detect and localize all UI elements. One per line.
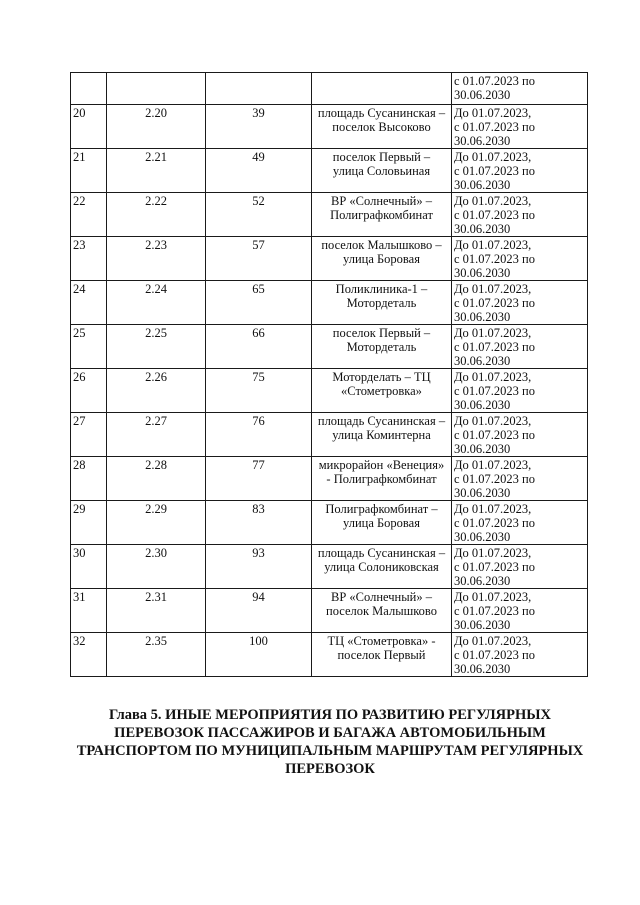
cell-validity: [452, 237, 588, 281]
route-name-line: площадь Сусанинская –: [317, 546, 446, 560]
validity-line: До 01.07.2023,: [454, 502, 532, 516]
table-row: [71, 105, 588, 149]
validity-line: До 01.07.2023,: [454, 106, 532, 120]
validity-line: с 01.07.2023 по: [454, 74, 535, 88]
validity-line: 30.06.2030: [454, 442, 511, 456]
chapter-title-line: Глава 5. ИНЫЕ МЕРОПРИЯТИЯ ПО РАЗВИТИЮ РЕГУЛЯРНЫХ: [108, 707, 552, 723]
cell-route-number: 76: [206, 413, 312, 457]
cell-route-number: 83: [206, 501, 312, 545]
validity-line: 30.06.2030: [454, 574, 511, 588]
cell-route-name: [312, 369, 452, 413]
table-row: [71, 413, 588, 457]
validity-line: До 01.07.2023,: [454, 414, 532, 428]
cell-route-number: 100: [206, 633, 312, 677]
cell-number: 25: [71, 325, 107, 369]
table-row-continuation: [71, 73, 588, 105]
route-name-line: Полиграфкомбинат –: [325, 502, 438, 516]
cell-route-name: [312, 501, 452, 545]
validity-line: До 01.07.2023,: [454, 634, 532, 648]
cell-route-number: 66: [206, 325, 312, 369]
validity-line: 30.06.2030: [454, 266, 511, 280]
cell-number: 27: [71, 413, 107, 457]
validity-line: До 01.07.2023,: [454, 458, 532, 472]
validity-line: с 01.07.2023 по: [454, 296, 535, 310]
cell-route-number: 39: [206, 105, 312, 149]
cell-validity: [452, 457, 588, 501]
validity-line: с 01.07.2023 по: [454, 516, 535, 530]
cell-code: 2.21: [107, 149, 206, 193]
cell-code: 2.25: [107, 325, 206, 369]
cell-route-name: [312, 457, 452, 501]
route-name-line: поселок Малышково: [326, 604, 437, 618]
cell-number: 31: [71, 589, 107, 633]
cell-number: 23: [71, 237, 107, 281]
cell-number: 29: [71, 501, 107, 545]
cell-validity: [452, 73, 588, 105]
table-row: [71, 325, 588, 369]
route-name-line: площадь Сусанинская –: [317, 106, 446, 120]
table-row: [71, 545, 588, 589]
table-row: [71, 193, 588, 237]
validity-line: 30.06.2030: [454, 354, 511, 368]
route-name-line: «Стометровка»: [341, 384, 422, 398]
route-name-line: ТЦ «Стометровка» -: [327, 634, 436, 648]
route-name-line: поселок Первый: [337, 648, 426, 662]
cell-validity: [452, 369, 588, 413]
route-name-line: - Полиграфкомбинат: [326, 472, 437, 486]
cell-number: 26: [71, 369, 107, 413]
cell-code: 2.31: [107, 589, 206, 633]
table-row: [71, 369, 588, 413]
route-name-line: микрорайон «Венеция»: [318, 458, 445, 472]
validity-line: До 01.07.2023,: [454, 590, 532, 604]
cell-code: 2.20: [107, 105, 206, 149]
validity-line: До 01.07.2023,: [454, 326, 532, 340]
validity-line: с 01.07.2023 по: [454, 604, 535, 618]
validity-line: с 01.07.2023 по: [454, 648, 535, 662]
cell-code: 2.27: [107, 413, 206, 457]
route-name-line: поселок Малышково –: [321, 238, 442, 252]
cell-route-name: [312, 633, 452, 677]
cell-route-name: [312, 193, 452, 237]
cell-code: 2.28: [107, 457, 206, 501]
route-name-line: поселок Первый –: [332, 150, 431, 164]
cell-number: 32: [71, 633, 107, 677]
cell-code: 2.29: [107, 501, 206, 545]
cell-route-name: [312, 325, 452, 369]
cell-route-number: 77: [206, 457, 312, 501]
cell-route-number: 94: [206, 589, 312, 633]
cell-number: 22: [71, 193, 107, 237]
cell-code: 2.23: [107, 237, 206, 281]
chapter-title: [60, 706, 600, 778]
cell-validity: [452, 325, 588, 369]
validity-line: с 01.07.2023 по: [454, 340, 535, 354]
validity-line: До 01.07.2023,: [454, 370, 532, 384]
route-name-line: улица Соловьиная: [332, 164, 431, 178]
route-name-line: Мотордеталь: [346, 296, 417, 310]
cell-route-number: 65: [206, 281, 312, 325]
validity-line: с 01.07.2023 по: [454, 164, 535, 178]
cell-number: 28: [71, 457, 107, 501]
route-name-line: поселок Первый –: [332, 326, 431, 340]
cell-code: 2.35: [107, 633, 206, 677]
route-name-line: ВР «Солнечный» –: [331, 590, 432, 604]
validity-line: с 01.07.2023 по: [454, 472, 535, 486]
route-name-line: Моторделать – ТЦ: [332, 370, 431, 384]
cell-validity: [452, 149, 588, 193]
validity-line: с 01.07.2023 по: [454, 384, 535, 398]
route-name-line: площадь Сусанинская –: [317, 414, 446, 428]
cell-route-number: 75: [206, 369, 312, 413]
cell-code: 2.30: [107, 545, 206, 589]
cell-validity: [452, 501, 588, 545]
cell-route-number: 93: [206, 545, 312, 589]
validity-line: До 01.07.2023,: [454, 150, 532, 164]
validity-line: с 01.07.2023 по: [454, 560, 535, 574]
route-name-line: Поликлиника-1 –: [335, 282, 428, 296]
cell-route-name: [312, 413, 452, 457]
cell-route-name: [312, 281, 452, 325]
cell-number: 24: [71, 281, 107, 325]
validity-line: 30.06.2030: [454, 222, 511, 236]
table-row: [71, 281, 588, 325]
cell-validity: [452, 105, 588, 149]
route-name-line: улица Коминтерна: [332, 428, 431, 442]
route-name-line: улица Боровая: [343, 252, 420, 266]
validity-line: с 01.07.2023 по: [454, 252, 535, 266]
validity-line: До 01.07.2023,: [454, 546, 532, 560]
chapter-title-line: ПЕРЕВОЗОК ПАССАЖИРОВ И БАГАЖА АВТОМОБИЛЬНЫМ: [114, 725, 546, 741]
cell-route-number: [206, 73, 312, 105]
table-row: [71, 237, 588, 281]
validity-line: с 01.07.2023 по: [454, 428, 535, 442]
cell-number: 20: [71, 105, 107, 149]
validity-line: До 01.07.2023,: [454, 282, 532, 296]
cell-code: 2.26: [107, 369, 206, 413]
cell-code: [107, 73, 206, 105]
route-name-line: поселок Высоково: [332, 120, 431, 134]
cell-validity: [452, 281, 588, 325]
validity-line: 30.06.2030: [454, 134, 511, 148]
cell-code: 2.24: [107, 281, 206, 325]
validity-line: 30.06.2030: [454, 178, 511, 192]
chapter-title-line: ТРАНСПОРТОМ ПО МУНИЦИПАЛЬНЫМ МАРШРУТАМ РЕГУЛЯРНЫХ: [76, 743, 584, 759]
table-row: [71, 589, 588, 633]
route-name-line: улица Боровая: [343, 516, 420, 530]
validity-line: 30.06.2030: [454, 618, 511, 632]
cell-route-number: 52: [206, 193, 312, 237]
cell-route-name: [312, 149, 452, 193]
cell-validity: [452, 193, 588, 237]
validity-line: 30.06.2030: [454, 486, 511, 500]
validity-line: 30.06.2030: [454, 662, 511, 676]
cell-number: 21: [71, 149, 107, 193]
cell-route-number: 49: [206, 149, 312, 193]
table-row: [71, 501, 588, 545]
validity-line: 30.06.2030: [454, 310, 511, 324]
cell-route-name: [312, 237, 452, 281]
validity-line: с 01.07.2023 по: [454, 208, 535, 222]
cell-route-name: [312, 589, 452, 633]
routes-table: [70, 72, 588, 677]
route-name-line: улица Солониковская: [324, 560, 439, 574]
cell-code: 2.22: [107, 193, 206, 237]
cell-validity: [452, 413, 588, 457]
validity-line: 30.06.2030: [454, 398, 511, 412]
route-name-line: ВР «Солнечный» –: [331, 194, 432, 208]
validity-line: с 01.07.2023 по: [454, 120, 535, 134]
routes-table-body: [71, 73, 588, 677]
validity-line: До 01.07.2023,: [454, 238, 532, 252]
table-row: [71, 633, 588, 677]
route-name-line: Полиграфкомбинат: [330, 208, 433, 222]
cell-number: 30: [71, 545, 107, 589]
validity-line: 30.06.2030: [454, 88, 511, 102]
chapter-title-line: ПЕРЕВОЗОК: [285, 761, 375, 777]
cell-validity: [452, 633, 588, 677]
cell-validity: [452, 589, 588, 633]
cell-route-name: [312, 105, 452, 149]
validity-line: До 01.07.2023,: [454, 194, 532, 208]
cell-route-name: [312, 545, 452, 589]
cell-route-name: [312, 73, 452, 105]
cell-route-number: 57: [206, 237, 312, 281]
cell-number: [71, 73, 107, 105]
validity-line: 30.06.2030: [454, 530, 511, 544]
route-name-line: Мотордеталь: [346, 340, 417, 354]
table-row: [71, 457, 588, 501]
cell-validity: [452, 545, 588, 589]
table-row: [71, 149, 588, 193]
